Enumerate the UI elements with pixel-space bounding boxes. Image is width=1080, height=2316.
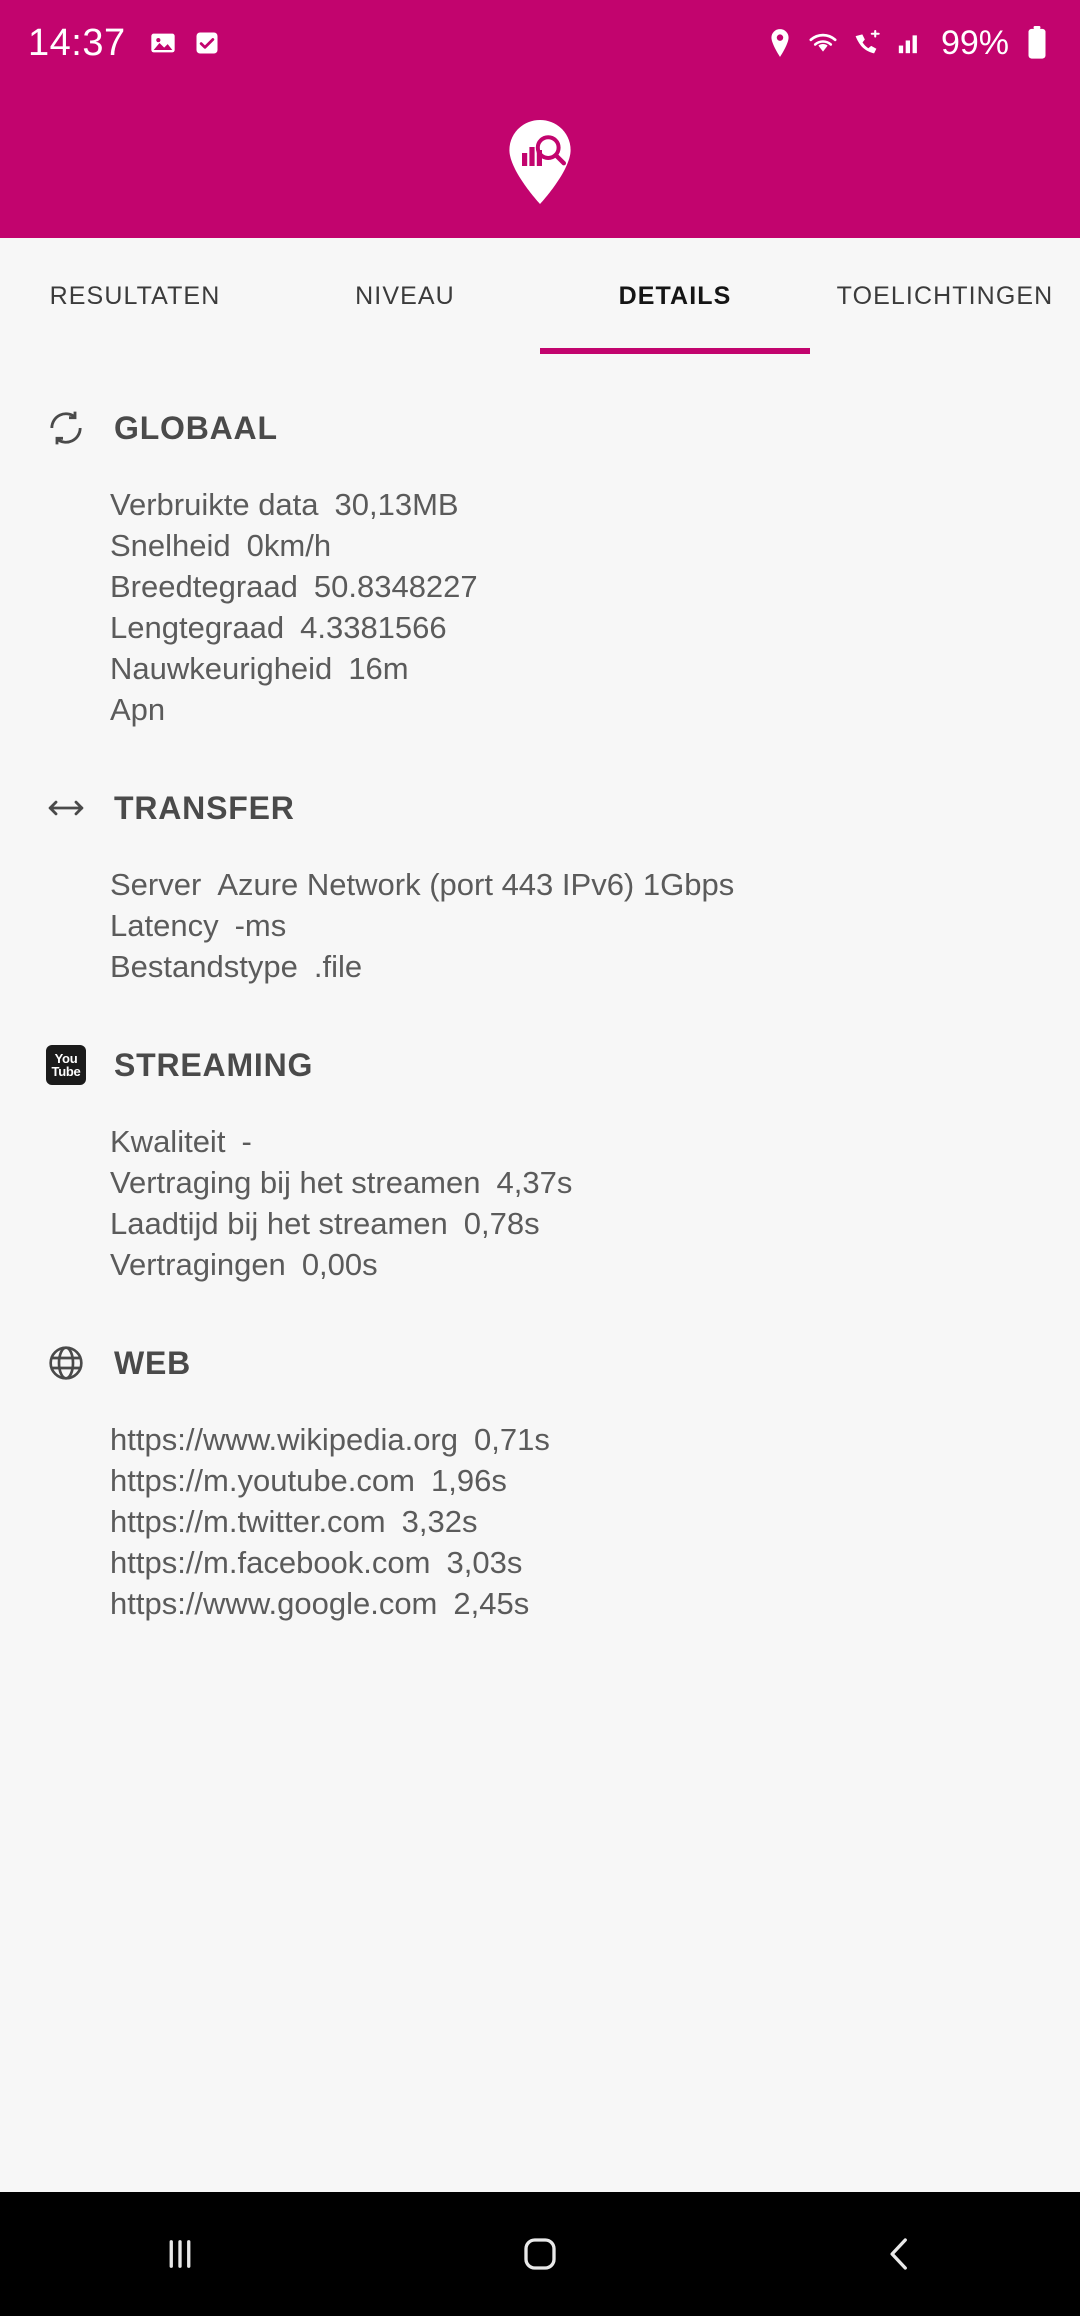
detail-value: .file bbox=[313, 949, 363, 984]
youtube-icon bbox=[44, 1043, 88, 1087]
transfer-arrows-icon bbox=[44, 786, 88, 830]
section-globaal-title: GLOBAAL bbox=[114, 409, 278, 446]
detail-key: Latency bbox=[110, 908, 219, 943]
detail-value: 0km/h bbox=[246, 528, 332, 563]
section-web-body bbox=[40, 1419, 1040, 1624]
detail-value: 16m bbox=[348, 651, 409, 686]
detail-value: 1,96s bbox=[430, 1463, 507, 1498]
detail-key: Snelheid bbox=[110, 528, 231, 563]
section-streaming-body bbox=[40, 1121, 1040, 1285]
tab-toelichtingen[interactable]: TOELICHTINGEN bbox=[836, 281, 1054, 310]
detail-key: https://www.google.com bbox=[110, 1586, 438, 1621]
detail-row bbox=[110, 566, 1040, 607]
app-header bbox=[0, 86, 1080, 238]
section-transfer-title: TRANSFER bbox=[114, 789, 295, 826]
section-streaming-header bbox=[40, 1043, 1040, 1087]
battery-icon bbox=[1022, 28, 1052, 58]
detail-row bbox=[110, 1542, 1040, 1583]
signal-icon bbox=[894, 28, 924, 58]
status-clock: 14:37 bbox=[28, 21, 126, 64]
tab-resultaten[interactable]: RESULTATEN bbox=[49, 281, 221, 310]
detail-value: 2,45s bbox=[453, 1586, 530, 1621]
wifi-icon bbox=[808, 28, 838, 58]
detail-value: 4.3381566 bbox=[300, 610, 447, 645]
detail-value: 4,37s bbox=[496, 1165, 573, 1200]
section-globaal bbox=[0, 406, 1080, 730]
section-web-header bbox=[40, 1341, 1040, 1385]
location-icon bbox=[765, 28, 795, 58]
detail-value: 0,00s bbox=[301, 1247, 378, 1282]
detail-value: 0,78s bbox=[463, 1206, 540, 1241]
youtube-badge: You Tube bbox=[46, 1045, 86, 1085]
detail-row bbox=[110, 1460, 1040, 1501]
sync-icon bbox=[44, 406, 88, 450]
detail-value: 3,32s bbox=[401, 1504, 478, 1539]
detail-value: 50.8348227 bbox=[313, 569, 478, 604]
detail-key: Bestandstype bbox=[110, 949, 298, 984]
detail-key: Verbruikte data bbox=[110, 487, 319, 522]
detail-value: 3,03s bbox=[446, 1545, 523, 1580]
status-bar bbox=[0, 0, 1080, 86]
section-streaming-title: STREAMING bbox=[114, 1046, 314, 1083]
tab-niveau[interactable]: NIVEAU bbox=[355, 281, 455, 310]
detail-row bbox=[110, 607, 1040, 648]
detail-key: Apn bbox=[110, 692, 166, 727]
detail-key: https://www.wikipedia.org bbox=[110, 1422, 459, 1457]
call-forward-icon bbox=[851, 28, 881, 58]
globe-icon bbox=[44, 1341, 88, 1385]
recents-button[interactable] bbox=[80, 2192, 280, 2316]
detail-row bbox=[110, 1162, 1040, 1203]
status-system-icons bbox=[765, 24, 1052, 63]
nperf-pin-logo bbox=[503, 118, 577, 206]
home-button[interactable] bbox=[440, 2192, 640, 2316]
detail-row bbox=[110, 864, 1040, 905]
checkbox-icon bbox=[192, 28, 222, 58]
detail-key: https://m.youtube.com bbox=[110, 1463, 415, 1498]
detail-key: Breedtegraad bbox=[110, 569, 298, 604]
detail-key: Laadtijd bij het streamen bbox=[110, 1206, 448, 1241]
detail-value: Azure Network (port 443 IPv6) 1Gbps bbox=[217, 867, 735, 902]
tab-bar[interactable] bbox=[0, 238, 1080, 354]
detail-row bbox=[110, 525, 1040, 566]
section-web bbox=[0, 1341, 1080, 1624]
detail-key: Nauwkeurigheid bbox=[110, 651, 333, 686]
detail-row bbox=[110, 1121, 1040, 1162]
detail-row bbox=[110, 1244, 1040, 1285]
detail-key: Vertragingen bbox=[110, 1247, 286, 1282]
image-icon bbox=[148, 28, 178, 58]
tab-details[interactable]: DETAILS bbox=[540, 238, 810, 354]
detail-row bbox=[110, 1501, 1040, 1542]
detail-value: - bbox=[241, 1124, 252, 1159]
detail-key: https://m.facebook.com bbox=[110, 1545, 431, 1580]
back-button[interactable] bbox=[800, 2192, 1000, 2316]
android-nav-bar[interactable] bbox=[0, 2192, 1080, 2316]
section-globaal-header bbox=[40, 406, 1040, 450]
battery-percent-label: 99% bbox=[940, 23, 1009, 62]
section-transfer-body bbox=[40, 864, 1040, 987]
section-streaming bbox=[0, 1043, 1080, 1285]
detail-row bbox=[110, 946, 1040, 987]
detail-key: Vertraging bij het streamen bbox=[110, 1165, 481, 1200]
detail-row bbox=[110, 689, 1040, 730]
detail-key: Lengtegraad bbox=[110, 610, 285, 645]
detail-value: -ms bbox=[234, 908, 287, 943]
details-content bbox=[0, 354, 1080, 2192]
detail-row bbox=[110, 905, 1040, 946]
section-globaal-body bbox=[40, 484, 1040, 730]
status-notification-icons bbox=[148, 28, 222, 58]
detail-key: Server bbox=[110, 867, 202, 902]
detail-value: 30,13MB bbox=[334, 487, 459, 522]
detail-row bbox=[110, 1419, 1040, 1460]
detail-key: Kwaliteit bbox=[110, 1124, 226, 1159]
detail-value: 0,71s bbox=[474, 1422, 550, 1457]
section-transfer bbox=[0, 786, 1080, 987]
section-web-title: WEB bbox=[114, 1344, 192, 1381]
detail-key: https://m.twitter.com bbox=[110, 1504, 386, 1539]
detail-row bbox=[110, 648, 1040, 689]
detail-row bbox=[110, 484, 1040, 525]
detail-row bbox=[110, 1203, 1040, 1244]
section-transfer-header bbox=[40, 786, 1040, 830]
detail-row bbox=[110, 1583, 1040, 1624]
